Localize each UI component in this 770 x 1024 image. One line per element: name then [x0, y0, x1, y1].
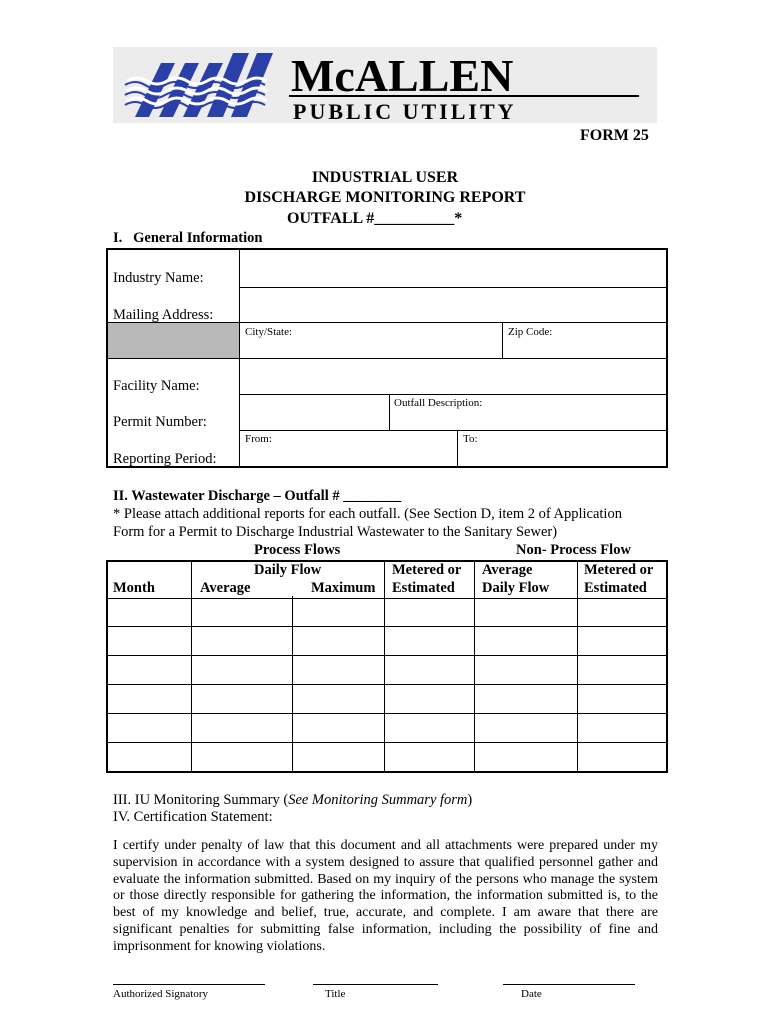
- section-2-heading: II. Wastewater Discharge – Outfall # ________: [113, 488, 402, 504]
- monitoring-summary-line: III. IU Monitoring Summary (See Monitoring Summary form): [113, 792, 473, 808]
- from-label: From:: [245, 433, 272, 445]
- attach-note-line-1: * Please attach additional reports for each outfall. (See Section D, item 2 of Application: [113, 506, 622, 522]
- date-line[interactable]: [503, 984, 635, 985]
- mailing-address-label: Mailing Address:: [113, 307, 214, 323]
- daily-flow-header: Daily Flow: [254, 562, 322, 578]
- average-header-2: Average: [482, 562, 533, 578]
- permit-number-label: Permit Number:: [113, 414, 207, 430]
- title-label: Title: [325, 988, 346, 1000]
- authorized-signatory-label: Authorized Signatory: [113, 988, 209, 1000]
- estimated-header-1: Estimated: [392, 580, 455, 596]
- daily-flow-header-2: Daily Flow: [482, 580, 550, 596]
- reporting-period-label: Reporting Period:: [113, 451, 217, 467]
- logo-graphic-icon: [113, 47, 657, 123]
- metered-or-header-1: Metered or: [392, 562, 462, 578]
- attach-note-line-2: Form for a Permit to Discharge Industrial Wastewater to the Sanitary Sewer): [113, 524, 558, 540]
- shaded-cell: [108, 323, 239, 358]
- certification-heading: IV. Certification Statement:: [113, 809, 273, 825]
- non-process-flow-heading: Non- Process Flow: [516, 542, 631, 558]
- title-line-1: INDUSTRIAL USER: [311, 169, 459, 186]
- average-header: Average: [200, 580, 251, 596]
- section-1-heading: I. General Information: [113, 230, 263, 246]
- metered-or-header-2: Metered or: [584, 562, 654, 578]
- outfall-description-label: Outfall Description:: [394, 397, 483, 409]
- process-flows-heading: Process Flows: [254, 542, 341, 558]
- title-line[interactable]: [313, 984, 438, 985]
- maximum-header: Maximum: [311, 580, 376, 596]
- month-header: Month: [113, 580, 155, 596]
- form-number: FORM 25: [580, 127, 649, 144]
- zip-code-label: Zip Code:: [508, 326, 553, 338]
- signatory-line[interactable]: [113, 984, 265, 985]
- to-label: To:: [463, 433, 478, 445]
- logo-name: McALLEN: [291, 50, 514, 101]
- title-line-2: DISCHARGE MONITORING REPORT: [244, 189, 526, 206]
- date-label: Date: [521, 988, 542, 1000]
- industry-name-label: Industry Name:: [113, 270, 204, 286]
- logo-subtitle: PUBLIC UTILITY: [293, 99, 517, 123]
- certification-statement: I certify under penalty of law that this document and all attachments were prepared under my supervision in accordance with a system designed to assure that qualified personnel gather and evaluate the information submitted. Based on my inquiry of the persons who manage the system or those directly responsible for gathering the information, the information submitted is, to the best of my knowledge and belief, true, accurate, and complete. I am aware that there are significant penalties for submitting false information, including the possibility of fine and imprisonment for knowing violations.: [113, 838, 658, 954]
- mcallen-logo: [113, 47, 657, 123]
- title-line-3: OUTFALL #__________*: [287, 210, 463, 227]
- estimated-header-2: Estimated: [584, 580, 647, 596]
- city-state-label: City/State:: [245, 326, 293, 338]
- facility-name-label: Facility Name:: [113, 378, 200, 394]
